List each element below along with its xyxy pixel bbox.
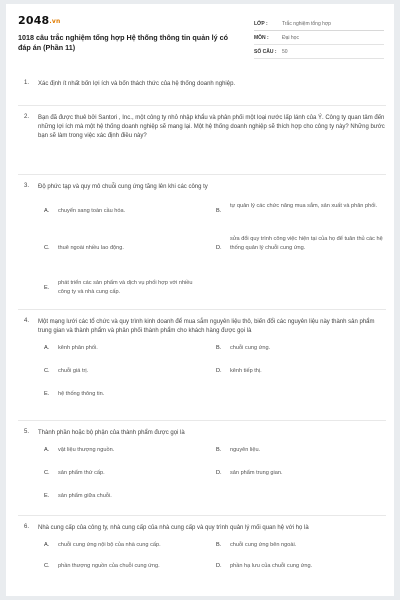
question-text: Thành phần hoặc bộ phận của thành phẩm được gọi là <box>38 430 185 436</box>
option-text: sản phẩm trung gian. <box>230 470 283 476</box>
option-text: tự quản lý các chức năng mua sắm, sản xuất và phân phối. <box>230 203 378 209</box>
option-letter: D. <box>216 563 222 569</box>
option-text: nguyên liệu. <box>230 447 261 453</box>
option-letter: D. <box>216 368 222 374</box>
option-letter: E. <box>44 391 50 397</box>
answer-options <box>44 539 386 589</box>
question-number: 1. <box>24 80 30 86</box>
meta-subject-value: Đại học <box>282 35 299 41</box>
option-letter: C. <box>44 368 50 374</box>
option-text: sửa đổi quy trình công việc hiện tại của họ để tuân thủ các hệ thống quản lý chuỗi cung ứng. <box>230 236 383 251</box>
option-text: thuê ngoài nhiều lao động. <box>58 245 124 251</box>
option-letter: C. <box>44 245 50 251</box>
option-letter: C. <box>44 563 50 569</box>
document-header <box>18 14 384 68</box>
option-text: sản phẩm giữa chuỗi. <box>58 493 112 499</box>
option-text: chuỗi giá trị. <box>58 368 89 374</box>
meta-count-label: SỐ CÂU : <box>254 49 277 55</box>
site-logo[interactable]: 2048.vn <box>18 14 61 27</box>
question-text: Độ phức tạp và quy mô chuỗi cung ứng tăng lên khi các công ty <box>38 184 208 190</box>
option-letter: D. <box>216 470 222 476</box>
question-number: 3. <box>24 183 30 189</box>
meta-subject-label: MÔN : <box>254 35 269 41</box>
option-text: kênh tiếp thị. <box>230 368 262 374</box>
option-letter: A. <box>44 542 50 548</box>
answer-options <box>44 342 386 412</box>
option-letter: B. <box>216 345 222 351</box>
divider <box>18 174 386 175</box>
question-number: 2. <box>24 114 30 120</box>
option-letter: B. <box>216 447 222 453</box>
question-number: 6. <box>24 524 30 530</box>
divider <box>18 105 386 106</box>
logo-tld: .vn <box>49 18 61 25</box>
question-3 <box>18 183 386 309</box>
document-page <box>6 4 394 596</box>
question-5 <box>18 429 386 515</box>
option-text: chuỗi cung ứng nội bộ của nhà cung cấp. <box>58 542 161 548</box>
answer-options <box>44 200 386 310</box>
meta-class-row <box>254 17 384 31</box>
document-title: 1018 câu trắc nghiệm tổng hợp Hệ thống thông tin quản lý có đáp án (Phần 11) <box>18 33 228 52</box>
question-number: 5. <box>24 429 30 435</box>
meta-count-value: 50 <box>282 49 288 55</box>
meta-class-value: Trắc nghiệm tổng hợp <box>282 21 331 27</box>
question-4 <box>18 318 386 420</box>
question-number: 4. <box>24 318 30 324</box>
option-text: chuỗi cung ứng. <box>230 345 271 351</box>
option-text: vật liệu thượng nguồn. <box>58 447 115 453</box>
option-text: kênh phân phối. <box>58 345 98 351</box>
meta-class-label: LỚP : <box>254 21 268 27</box>
option-letter: B. <box>216 208 222 214</box>
question-list <box>18 80 386 594</box>
answer-options <box>44 444 386 514</box>
question-text: Một mạng lưới các tổ chức và quy trình kinh doanh để mua sắm nguyên liệu thô, biến đổi các nguyên liệu này thành sản phẩm trung gian và thành phẩm và phân phối thành phẩm cho khách hàng được gọi là <box>38 319 375 334</box>
option-text: sản phẩm thứ cấp. <box>58 470 105 476</box>
option-letter: E. <box>44 285 50 291</box>
option-text: chuyển sang toàn cầu hóa. <box>58 208 126 214</box>
document-meta <box>254 17 384 59</box>
question-text: Xác định ít nhất bốn lợi ích và bốn thách thức của hệ thống doanh nghiệp. <box>38 81 236 87</box>
option-text: hệ thống thông tin. <box>58 391 105 397</box>
divider <box>18 420 386 421</box>
option-text: phần hạ lưu của chuỗi cung ứng. <box>230 563 313 569</box>
meta-count-row <box>254 45 384 59</box>
question-2 <box>18 114 386 174</box>
meta-subject-row <box>254 31 384 45</box>
divider <box>18 515 386 516</box>
option-letter: B. <box>216 542 222 548</box>
option-letter: A. <box>44 447 50 453</box>
option-letter: A. <box>44 345 50 351</box>
option-text: chuỗi cung ứng bên ngoài. <box>230 542 297 548</box>
question-text: Bạn đã được thuê bởi Santori , Inc., một công ty nhỏ nhập khẩu và phân phối một loại nước lấp lánh của Ý. Công ty quan tâm đến những lợi ích mà một hệ thống doanh nghiệp sẽ mang lại. Một hệ thống doanh nghiệp sẽ thích hợp cho công ty này? Những bước bạn sẽ làm trong việc xác định điều này? <box>38 115 385 139</box>
option-letter: A. <box>44 208 50 214</box>
option-letter: D. <box>216 245 222 251</box>
option-text: phát triển các sản phẩm và dịch vụ phối hợp với nhiều công ty và nhà cung cấp. <box>58 280 193 295</box>
option-text: phần thượng nguồn của chuỗi cung ứng. <box>58 563 160 569</box>
question-6 <box>18 524 386 594</box>
question-text: Nhà cung cấp của công ty, nhà cung cấp của nhà cung cấp và quy trình quản lý mối quan hệ với họ là <box>38 525 309 531</box>
option-letter: C. <box>44 470 50 476</box>
question-1 <box>18 80 386 105</box>
option-letter: E. <box>44 493 50 499</box>
